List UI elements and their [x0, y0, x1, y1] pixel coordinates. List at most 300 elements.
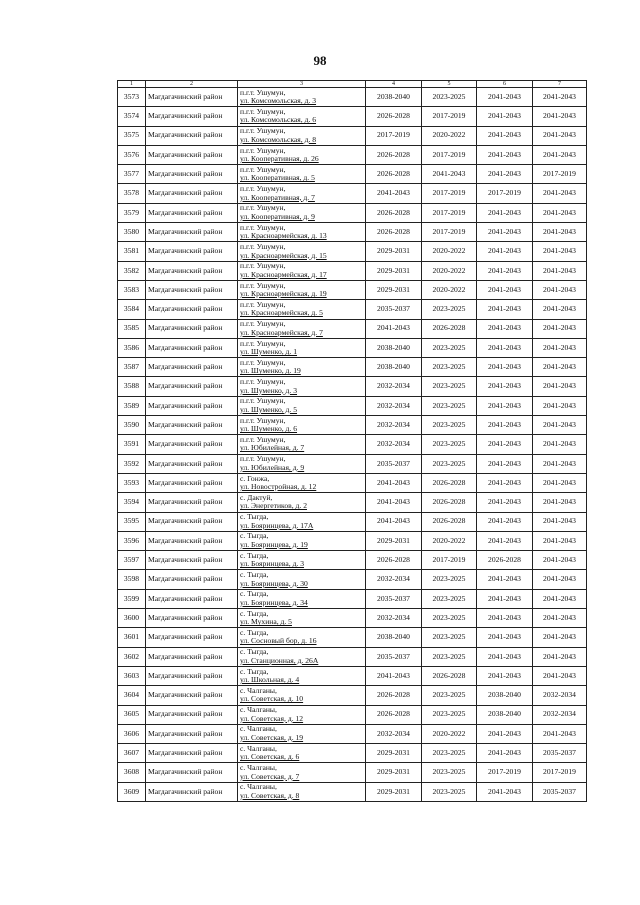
address-locality: с. Тыгда,: [240, 608, 269, 618]
period-cell-2: 2017-2019: [422, 551, 477, 570]
address-street: ул. Сосновый бор, д. 16: [240, 636, 317, 646]
period-cell-2: 2026-2028: [422, 493, 477, 512]
district-cell: Магдагачинский район: [146, 493, 238, 512]
address-locality: с. Гонжа,: [240, 473, 270, 483]
address-street: ул. Бояринцева, д. 19: [240, 539, 308, 549]
period-cell-3: 2041-2043: [477, 435, 533, 454]
address-street: ул. Шуменко, д. 3: [240, 385, 298, 395]
page-number: 98: [313, 53, 327, 68]
period-cell-1: 2026-2028: [366, 223, 422, 242]
table-row: [118, 686, 587, 705]
table-row: [118, 473, 587, 492]
period-cell-3: 2041-2043: [477, 319, 533, 338]
period-cell-4: 2041-2043: [533, 512, 587, 531]
table-row: [118, 261, 587, 280]
address-street: ул. Красноармейская, д. 7: [240, 327, 323, 337]
address-street: ул. Красноармейская, д. 17: [240, 269, 327, 279]
district-cell: Магдагачинский район: [146, 763, 238, 782]
table-row: [118, 396, 587, 415]
period-cell-1: 2038-2040: [366, 628, 422, 647]
address-cell: [238, 493, 366, 512]
address-cell: [238, 261, 366, 280]
row-number-cell: 3579: [118, 203, 146, 222]
column-header: 5: [422, 81, 477, 88]
address-street: ул. Комсомольская, д. 8: [240, 134, 317, 144]
period-cell-1: 2041-2043: [366, 319, 422, 338]
address-street: ул. Красноармейская, д. 5: [240, 308, 323, 318]
district-cell: Магдагачинский район: [146, 551, 238, 570]
address-locality: с. Чалганы,: [240, 782, 277, 792]
address-cell: [238, 531, 366, 550]
table-row: [118, 300, 587, 319]
address-locality: п.г.т. Ушумун,: [240, 242, 286, 252]
period-cell-4: 2041-2043: [533, 473, 587, 492]
table-row: [118, 647, 587, 666]
row-number-cell: 3589: [118, 396, 146, 415]
address-locality: с. Чалганы,: [240, 743, 277, 753]
period-cell-2: 2023-2025: [422, 377, 477, 396]
period-cell-3: 2041-2043: [477, 647, 533, 666]
address-cell: [238, 512, 366, 531]
district-cell: Магдагачинский район: [146, 203, 238, 222]
period-cell-1: 2035-2037: [366, 454, 422, 473]
address-locality: с. Тыгда,: [240, 647, 269, 657]
address-cell: [238, 724, 366, 743]
address-cell: [238, 416, 366, 435]
address-cell: [238, 223, 366, 242]
period-cell-1: 2029-2031: [366, 280, 422, 299]
period-cell-2: 2017-2019: [422, 107, 477, 126]
period-cell-1: 2017-2019: [366, 126, 422, 145]
row-number-cell: 3592: [118, 454, 146, 473]
period-cell-1: 2041-2043: [366, 473, 422, 492]
period-cell-1: 2041-2043: [366, 184, 422, 203]
address-cell: [238, 338, 366, 357]
period-cell-2: 2017-2019: [422, 145, 477, 164]
period-cell-4: 2041-2043: [533, 126, 587, 145]
period-cell-4: 2041-2043: [533, 377, 587, 396]
address-locality: с. Тыгда,: [240, 627, 269, 637]
register-table: [117, 80, 587, 802]
address-cell: [238, 628, 366, 647]
period-cell-3: 2041-2043: [477, 628, 533, 647]
period-cell-4: 2017-2019: [533, 165, 587, 184]
period-cell-2: 2023-2025: [422, 744, 477, 763]
row-number-cell: 3595: [118, 512, 146, 531]
address-locality: п.г.т. Ушумун,: [240, 184, 286, 194]
table-row: [118, 165, 587, 184]
period-cell-1: 2038-2040: [366, 338, 422, 357]
address-street: ул. Бояринцева, д. 17А: [240, 520, 314, 530]
row-number-cell: 3588: [118, 377, 146, 396]
period-cell-1: 2038-2040: [366, 358, 422, 377]
period-cell-2: 2023-2025: [422, 416, 477, 435]
period-cell-4: 2041-2043: [533, 88, 587, 107]
address-cell: [238, 570, 366, 589]
period-cell-4: 2041-2043: [533, 589, 587, 608]
period-cell-1: 2029-2031: [366, 242, 422, 261]
table-row: [118, 145, 587, 164]
period-cell-4: 2041-2043: [533, 435, 587, 454]
period-cell-4: 2041-2043: [533, 223, 587, 242]
period-cell-1: 2032-2034: [366, 435, 422, 454]
table-row: [118, 126, 587, 145]
period-cell-3: 2041-2043: [477, 782, 533, 801]
address-cell: [238, 203, 366, 222]
period-cell-3: 2041-2043: [477, 107, 533, 126]
period-cell-3: 2041-2043: [477, 724, 533, 743]
address-locality: с. Тыгда,: [240, 531, 269, 541]
period-cell-4: 2017-2019: [533, 763, 587, 782]
period-cell-1: 2026-2028: [366, 165, 422, 184]
address-cell: [238, 107, 366, 126]
address-locality: с. Дактуй,: [240, 492, 273, 502]
period-cell-1: 2029-2031: [366, 744, 422, 763]
district-cell: Магдагачинский район: [146, 165, 238, 184]
period-cell-4: 2032-2034: [533, 705, 587, 724]
period-cell-4: 2041-2043: [533, 724, 587, 743]
table-row: [118, 358, 587, 377]
row-number-cell: 3585: [118, 319, 146, 338]
address-locality: с. Чалганы,: [240, 763, 277, 773]
period-cell-2: 2023-2025: [422, 88, 477, 107]
row-number-cell: 3607: [118, 744, 146, 763]
address-cell: [238, 165, 366, 184]
period-cell-1: 2026-2028: [366, 107, 422, 126]
period-cell-3: 2041-2043: [477, 338, 533, 357]
period-cell-1: 2032-2034: [366, 609, 422, 628]
period-cell-3: 2041-2043: [477, 377, 533, 396]
period-cell-4: 2041-2043: [533, 358, 587, 377]
row-number-cell: 3575: [118, 126, 146, 145]
district-cell: Магдагачинский район: [146, 396, 238, 415]
row-number-cell: 3604: [118, 686, 146, 705]
period-cell-2: 2020-2022: [422, 724, 477, 743]
address-street: ул. Бояринцева, д. 34: [240, 597, 308, 607]
period-cell-4: 2041-2043: [533, 145, 587, 164]
table-row: [118, 744, 587, 763]
row-number-cell: 3597: [118, 551, 146, 570]
address-locality: с. Чалганы,: [240, 705, 277, 715]
table-row: [118, 628, 587, 647]
period-cell-3: 2038-2040: [477, 686, 533, 705]
period-cell-2: 2020-2022: [422, 280, 477, 299]
address-cell: [238, 280, 366, 299]
address-cell: [238, 396, 366, 415]
period-cell-2: 2020-2022: [422, 531, 477, 550]
period-cell-3: 2041-2043: [477, 300, 533, 319]
row-number-cell: 3587: [118, 358, 146, 377]
table-row: [118, 242, 587, 261]
district-cell: Магдагачинский район: [146, 647, 238, 666]
address-cell: [238, 647, 366, 666]
row-number-cell: 3574: [118, 107, 146, 126]
district-cell: Магдагачинский район: [146, 242, 238, 261]
address-locality: с. Тыгда,: [240, 550, 269, 560]
district-cell: Магдагачинский район: [146, 473, 238, 492]
row-number-cell: 3606: [118, 724, 146, 743]
period-cell-4: 2041-2043: [533, 416, 587, 435]
address-locality: с. Тыгда,: [240, 666, 269, 676]
period-cell-4: 2041-2043: [533, 261, 587, 280]
address-cell: [238, 551, 366, 570]
period-cell-2: 2023-2025: [422, 454, 477, 473]
address-street: ул. Кооперативная, д. 9: [240, 211, 315, 221]
period-cell-3: 2041-2043: [477, 396, 533, 415]
period-cell-1: 2026-2028: [366, 686, 422, 705]
row-number-cell: 3583: [118, 280, 146, 299]
address-locality: п.г.т. Ушумун,: [240, 261, 286, 271]
address-street: ул. Новостройная, д. 12: [240, 482, 317, 492]
district-cell: Магдагачинский район: [146, 184, 238, 203]
address-locality: п.г.т. Ушумун,: [240, 454, 286, 464]
period-cell-2: 2023-2025: [422, 338, 477, 357]
address-cell: [238, 454, 366, 473]
period-cell-4: 2041-2043: [533, 666, 587, 685]
table-row: [118, 338, 587, 357]
period-cell-3: 2041-2043: [477, 744, 533, 763]
period-cell-2: 2020-2022: [422, 261, 477, 280]
period-cell-3: 2041-2043: [477, 165, 533, 184]
period-cell-4: 2041-2043: [533, 203, 587, 222]
period-cell-4: 2041-2043: [533, 319, 587, 338]
period-cell-1: 2035-2037: [366, 589, 422, 608]
address-street: ул. Кооперативная, д. 7: [240, 192, 315, 202]
period-cell-1: 2032-2034: [366, 377, 422, 396]
row-number-cell: 3584: [118, 300, 146, 319]
district-cell: Магдагачинский район: [146, 300, 238, 319]
period-cell-3: 2041-2043: [477, 454, 533, 473]
period-cell-2: 2026-2028: [422, 473, 477, 492]
address-cell: [238, 686, 366, 705]
address-locality: с. Чалганы,: [240, 724, 277, 734]
period-cell-4: 2035-2037: [533, 782, 587, 801]
address-street: ул. Мухина, д. 5: [240, 617, 292, 627]
address-cell: [238, 473, 366, 492]
table-row: [118, 493, 587, 512]
column-header: 1: [118, 81, 146, 88]
district-cell: Магдагачинский район: [146, 338, 238, 357]
period-cell-1: 2029-2031: [366, 782, 422, 801]
address-locality: п.г.т. Ушумун,: [240, 145, 286, 155]
address-locality: п.г.т. Ушумун,: [240, 396, 286, 406]
address-cell: [238, 377, 366, 396]
address-street: ул. Шуменко, д. 5: [240, 404, 298, 414]
column-header: 3: [238, 81, 366, 88]
address-cell: [238, 242, 366, 261]
address-cell: [238, 782, 366, 801]
period-cell-3: 2041-2043: [477, 531, 533, 550]
table-row: [118, 184, 587, 203]
table-row: [118, 435, 587, 454]
table-row: [118, 203, 587, 222]
row-number-cell: 3600: [118, 609, 146, 628]
district-cell: Магдагачинский район: [146, 609, 238, 628]
period-cell-2: 2026-2028: [422, 666, 477, 685]
table-row: [118, 551, 587, 570]
period-cell-4: 2032-2034: [533, 686, 587, 705]
period-cell-2: 2017-2019: [422, 203, 477, 222]
period-cell-2: 2023-2025: [422, 435, 477, 454]
period-cell-3: 2041-2043: [477, 416, 533, 435]
row-number-cell: 3605: [118, 705, 146, 724]
address-street: ул. Бояринцева, д. 30: [240, 578, 308, 588]
address-locality: с. Чалганы,: [240, 685, 277, 695]
address-street: ул. Школьная, д. 4: [240, 675, 300, 685]
period-cell-2: 2023-2025: [422, 763, 477, 782]
period-cell-2: 2023-2025: [422, 647, 477, 666]
district-cell: Магдагачинский район: [146, 416, 238, 435]
address-cell: [238, 435, 366, 454]
period-cell-2: 2026-2028: [422, 319, 477, 338]
period-cell-2: 2023-2025: [422, 686, 477, 705]
table-row: [118, 512, 587, 531]
row-number-cell: 3586: [118, 338, 146, 357]
address-locality: п.г.т. Ушумун,: [240, 415, 286, 425]
district-cell: Магдагачинский район: [146, 280, 238, 299]
address-locality: п.г.т. Ушумун,: [240, 222, 286, 232]
row-number-cell: 3580: [118, 223, 146, 242]
period-cell-4: 2041-2043: [533, 551, 587, 570]
address-street: ул. Комсомольская, д. 3: [240, 96, 317, 106]
address-locality: с. Тыгда,: [240, 512, 269, 522]
table-row: [118, 280, 587, 299]
period-cell-4: 2041-2043: [533, 396, 587, 415]
period-cell-2: 2023-2025: [422, 628, 477, 647]
period-cell-3: 2041-2043: [477, 261, 533, 280]
address-locality: п.г.т. Ушумун,: [240, 299, 286, 309]
period-cell-1: 2041-2043: [366, 512, 422, 531]
period-cell-3: 2041-2043: [477, 280, 533, 299]
period-cell-2: 2026-2028: [422, 512, 477, 531]
address-cell: [238, 589, 366, 608]
row-number-cell: 3576: [118, 145, 146, 164]
address-locality: п.г.т. Ушумун,: [240, 338, 286, 348]
period-cell-1: 2032-2034: [366, 416, 422, 435]
district-cell: Магдагачинский район: [146, 223, 238, 242]
table-row: [118, 570, 587, 589]
address-street: ул. Красноармейская, д. 19: [240, 289, 327, 299]
address-street: ул. Советская, д. 7: [240, 771, 300, 781]
table-row: [118, 782, 587, 801]
period-cell-3: 2017-2019: [477, 763, 533, 782]
district-cell: Магдагачинский район: [146, 570, 238, 589]
period-cell-3: 2026-2028: [477, 551, 533, 570]
period-cell-1: 2035-2037: [366, 647, 422, 666]
period-cell-1: 2032-2034: [366, 724, 422, 743]
address-street: ул. Советская, д. 10: [240, 694, 304, 704]
period-cell-1: 2029-2031: [366, 531, 422, 550]
address-street: ул. Красноармейская, д. 15: [240, 250, 327, 260]
period-cell-2: 2020-2022: [422, 126, 477, 145]
district-cell: Магдагачинский район: [146, 319, 238, 338]
period-cell-1: 2026-2028: [366, 705, 422, 724]
table-row: [118, 454, 587, 473]
address-street: ул. Юбилейная, д. 9: [240, 462, 305, 472]
district-cell: Магдагачинский район: [146, 454, 238, 473]
table-row: [118, 724, 587, 743]
period-cell-3: 2038-2040: [477, 705, 533, 724]
row-number-cell: 3598: [118, 570, 146, 589]
district-cell: Магдагачинский район: [146, 261, 238, 280]
address-locality: п.г.т. Ушумун,: [240, 87, 286, 97]
address-locality: п.г.т. Ушумун,: [240, 126, 286, 136]
period-cell-2: 2041-2043: [422, 165, 477, 184]
period-cell-1: 2026-2028: [366, 203, 422, 222]
row-number-cell: 3594: [118, 493, 146, 512]
period-cell-4: 2041-2043: [533, 280, 587, 299]
address-street: ул. Кооперативная, д. 5: [240, 173, 315, 183]
address-street: ул. Комсомольская, д. 6: [240, 115, 317, 125]
row-number-cell: 3578: [118, 184, 146, 203]
address-cell: [238, 184, 366, 203]
period-cell-2: 2017-2019: [422, 223, 477, 242]
period-cell-4: 2041-2043: [533, 531, 587, 550]
period-cell-2: 2023-2025: [422, 396, 477, 415]
column-header: 4: [366, 81, 422, 88]
address-street: ул. Шуменко, д. 1: [240, 347, 298, 356]
district-cell: Магдагачинский район: [146, 126, 238, 145]
period-cell-1: 2026-2028: [366, 145, 422, 164]
address-street: ул. Советская, д. 6: [240, 752, 300, 762]
period-cell-3: 2017-2019: [477, 184, 533, 203]
period-cell-2: 2023-2025: [422, 609, 477, 628]
period-cell-4: 2041-2043: [533, 628, 587, 647]
period-cell-4: 2041-2043: [533, 242, 587, 261]
period-cell-3: 2041-2043: [477, 570, 533, 589]
period-cell-4: 2041-2043: [533, 570, 587, 589]
address-street: ул. Шуменко, д. 6: [240, 424, 298, 434]
address-cell: [238, 126, 366, 145]
period-cell-4: 2035-2037: [533, 744, 587, 763]
period-cell-4: 2041-2043: [533, 107, 587, 126]
address-cell: [238, 358, 366, 377]
row-number-cell: 3603: [118, 666, 146, 685]
address-cell: [238, 88, 366, 107]
column-header: 2: [146, 81, 238, 88]
district-cell: Магдагачинский район: [146, 531, 238, 550]
period-cell-3: 2041-2043: [477, 88, 533, 107]
period-cell-1: 2032-2034: [366, 570, 422, 589]
address-street: ул. Советская, д. 19: [240, 732, 304, 742]
period-cell-4: 2041-2043: [533, 338, 587, 357]
table-row: [118, 705, 587, 724]
row-number-cell: 3577: [118, 165, 146, 184]
row-number-cell: 3582: [118, 261, 146, 280]
address-street: ул. Энергетиков, д. 2: [240, 501, 308, 511]
address-cell: [238, 145, 366, 164]
period-cell-1: 2041-2043: [366, 493, 422, 512]
district-cell: Магдагачинский район: [146, 724, 238, 743]
table-row: [118, 88, 587, 107]
period-cell-3: 2041-2043: [477, 666, 533, 685]
district-cell: Магдагачинский район: [146, 107, 238, 126]
period-cell-1: 2041-2043: [366, 666, 422, 685]
period-cell-3: 2041-2043: [477, 493, 533, 512]
row-number-cell: 3573: [118, 88, 146, 107]
address-locality: п.г.т. Ушумун,: [240, 164, 286, 174]
address-locality: с. Тыгда,: [240, 589, 269, 599]
district-cell: Магдагачинский район: [146, 512, 238, 531]
period-cell-1: 2032-2034: [366, 396, 422, 415]
period-cell-3: 2041-2043: [477, 609, 533, 628]
address-cell: [238, 609, 366, 628]
address-street: ул. Советская, д. 12: [240, 713, 304, 723]
address-street: ул. Шуменко, д. 19: [240, 366, 301, 376]
table-row: [118, 609, 587, 628]
row-number-cell: 3609: [118, 782, 146, 801]
address-locality: с. Тыгда,: [240, 570, 269, 580]
